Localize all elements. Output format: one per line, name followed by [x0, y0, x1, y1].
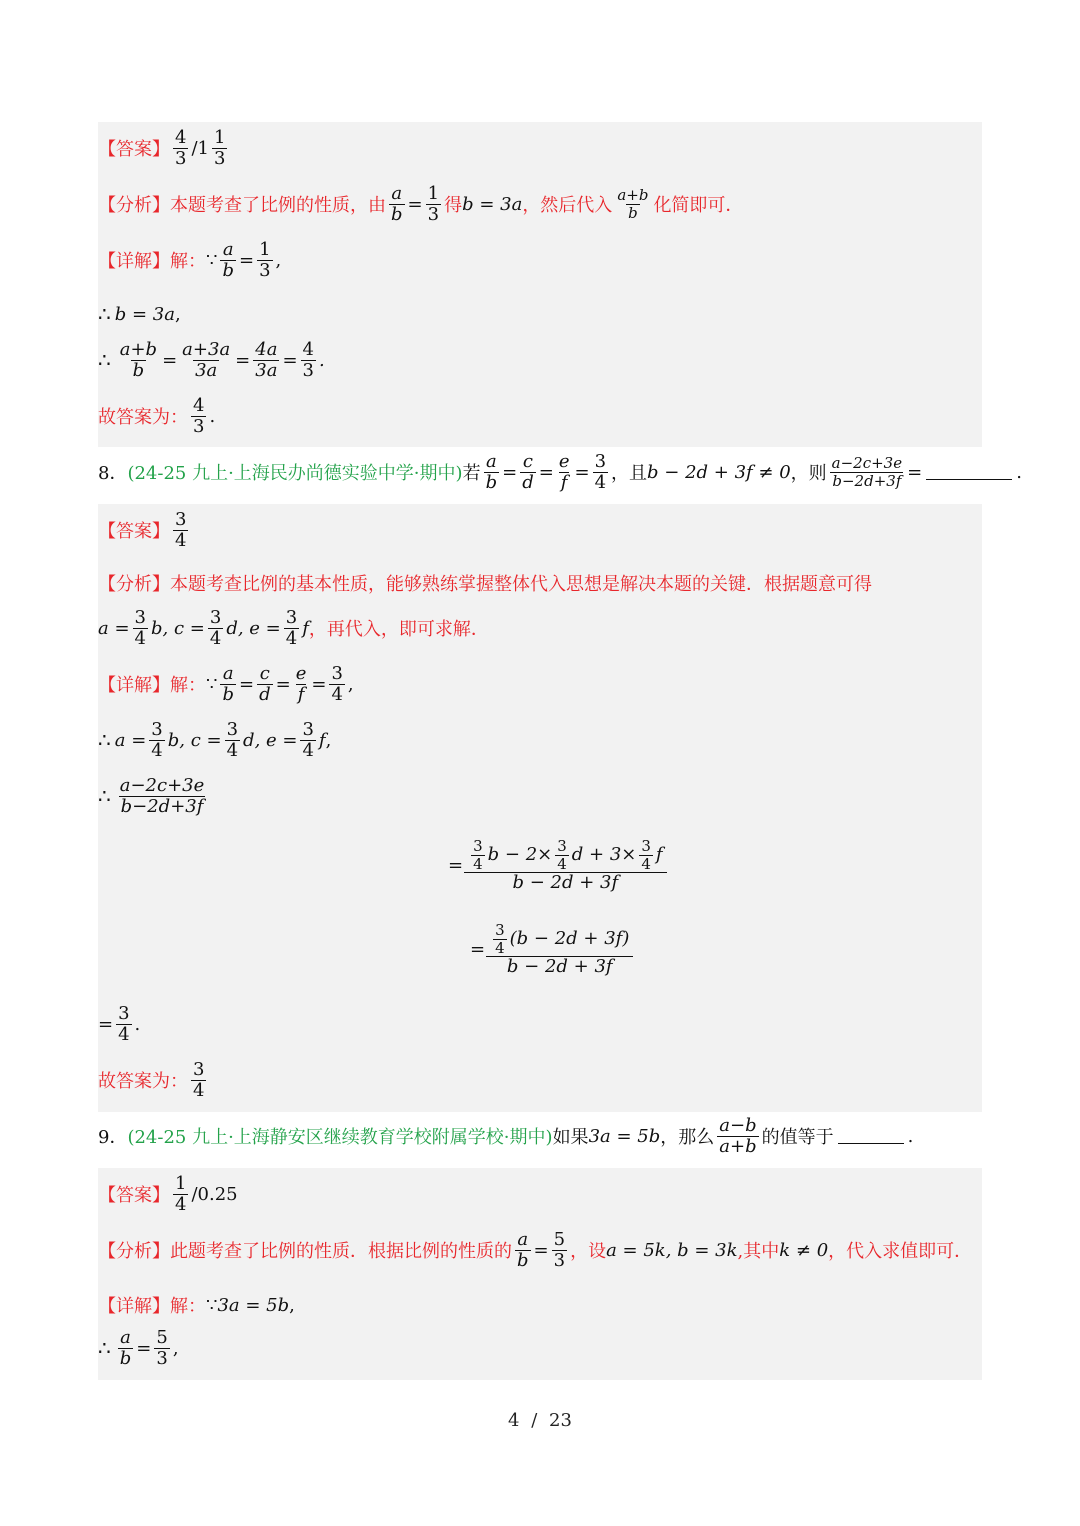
stem-text: 如果 — [552, 1127, 589, 1149]
question-8-stem: 8． (24-25 九上·上海民办尚德实验中学·期中) 若 $\frac{a}{b}$ = $\frac{c}{d}$ = $\frac{e}{f}$ = $\frac{3}{4}$ ，且 b − 2d + 3f ≠ 0 ，则 $\frac{a-2c+3e}{b-2d+3f}$ = . — [98, 451, 1022, 493]
analysis-label: 【分析】 — [98, 195, 170, 217]
analysis-text: ，再代入，即可求解． — [308, 619, 489, 641]
fraction: $\frac{a+3a}{3a}$ — [182, 339, 231, 381]
solution-label: 解： — [170, 251, 206, 273]
fraction: $\frac{4}{3}$ — [193, 395, 205, 437]
fraction: $\frac{4}{3}$ — [175, 127, 187, 169]
question-9-stem: 9． (24-25 九上·上海静安区继续教育学校附属学校·期中) 如果 3a = 5b ，那么 $\frac{a-b}{a+b}$ 的值等于 . — [98, 1115, 914, 1157]
answer-label: 【答案】 — [98, 1185, 170, 1207]
fraction: $\frac{4a}{3a}$ — [255, 339, 278, 381]
analysis-text: 此题考查了比例的性质．根据比例的性质的 — [170, 1241, 512, 1263]
stem-text: ，且 — [611, 463, 648, 485]
final-answer-text: 故答案为： — [98, 407, 188, 429]
fraction: $\frac{3}{4}$ — [594, 451, 607, 493]
analysis-label: 【分析】 — [98, 1241, 170, 1263]
final-answer-text: 故答案为： — [98, 1071, 188, 1093]
answer-label: 【答案】 — [98, 139, 170, 161]
step-expression: = $\frac{3}{4}$ b − 2× $\frac{3}{4}$ d + 3× $\frac{3}{4}$ f b − 2d + 3f — [448, 838, 668, 893]
fraction: $\frac{a+b}{b}$ — [119, 339, 158, 381]
fraction: $\frac{3}{4}$ — [209, 607, 222, 649]
detail-label: 【详解】 — [98, 1296, 170, 1317]
fraction: $\frac{a+b}{b}$ — [617, 186, 649, 222]
step-expression: = $\frac{3}{4}$ (b − 2d + 3f) b − 2d + 3f — [470, 922, 634, 977]
fraction: $\frac{a}{b}$ — [222, 239, 234, 281]
q7-solution-block: 【答案】 $\frac{4}{3}$ /1 $\frac{1}{3}$ 【分析】 本题考查了比例的性质，由 $\frac{a}{b}$ = $\frac{1}{3}$ 得 b = 3a ，然后代入 $\frac{a+b}{b}$ 化简即可． 【详解】 解： ∵ $\frac{a}{b}$ = $\frac{1}{3}$ , ∴ b = 3a , ∴ $\frac{a+b}{b}$ = $\frac{a+3a}{3a}$ = $\frac{4a}{3a}$ = $\frac{4}{3}$ . 故答案为： $\frac{4}{3}$ . — [98, 122, 982, 447]
fraction: $\frac{1}{4}$ — [175, 1173, 187, 1215]
answer-blank — [838, 1129, 904, 1144]
fraction: $\frac{1}{3}$ — [259, 239, 271, 281]
detail-label: 【详解】 — [98, 675, 170, 697]
fraction: $\frac{5}{3}$ — [156, 1327, 168, 1369]
analysis-text: ，然后代入 — [522, 195, 613, 217]
because-symbol: ∵ — [206, 673, 218, 695]
analysis-text: ，代入求值即可． — [828, 1241, 973, 1263]
stem-text: 若 — [462, 463, 481, 485]
page-separator: / — [531, 1410, 538, 1431]
fraction: $\frac{3}{4}$ — [193, 1059, 205, 1101]
fraction: $\frac{e}{f}$ — [295, 663, 307, 705]
stem-text: ，则 — [790, 463, 827, 485]
question-number: 9． — [98, 1127, 128, 1149]
fraction: $\frac{1}{3}$ — [427, 183, 440, 225]
fraction: $\frac{c}{d}$ — [259, 663, 271, 705]
stem-text: 的值等于 — [761, 1127, 834, 1149]
fraction: $\frac{5}{3}$ — [553, 1229, 566, 1271]
analysis-text: ,其中 — [737, 1241, 780, 1263]
q8-solution-block: 【答案】 $\frac{3}{4}$ 【分析】 本题考查比例的基本性质，能够熟练掌握整体代入思想是解决本题的关键．根据题意可得 a = $\frac{3}{4}$ b, c = $\frac{3}{4}$ d, e = $\frac{3}{4}$ f ，再代入，即可求解． 【详解】 解： ∵ $\frac{a}{b}$ = $\frac{c}{d}$ = $\frac{e}{f}$ = $\frac{3}{4}$ , ∴ a = $\frac{3}{4}$ b, c = $\frac{3}{4}$ d, e = $\frac{3}{4}$ f , ∴ $\frac{a-2c+3e}{b-2d+3f}$ = $\frac{3}{4}$ b − 2× $\frac{3}{4}$ d + 3× $\frac{3}{4}$ f b − 2d + 3f = $\frac{3}{4}$ (b − 2d + 3f) b − 2d + 3f = $\frac{3}{4}$ . 故答案为： $\frac{3}{4}$ — [98, 504, 982, 1112]
analysis-text: 化简即可． — [653, 195, 744, 217]
fraction: $\frac{e}{f}$ — [558, 451, 570, 493]
analysis-condition: k ≠ 0 — [779, 1239, 829, 1261]
stem-equation: 3a = 5b — [588, 1125, 661, 1147]
fraction: $\frac{3}{4}$ b − 2× $\frac{3}{4}$ d + 3× $\frac{3}{4}$ f b − 2d + 3f — [466, 838, 665, 893]
fraction: $\frac{a}{b}$ — [222, 663, 234, 705]
therefore-symbol: ∴ — [98, 302, 111, 326]
fraction: $\frac{a-b}{a+b}$ — [719, 1115, 757, 1157]
fraction: $\frac{a-2c+3e}{b-2d+3f}$ — [831, 454, 903, 490]
question-source: (24-25 九上·上海静安区继续教育学校附属学校·期中) — [127, 1127, 553, 1149]
stem-condition: b − 2d + 3f ≠ 0 — [647, 461, 791, 483]
page-current: 4 — [508, 1410, 520, 1431]
fraction: $\frac{c}{d}$ — [522, 451, 534, 493]
answer-blank — [926, 465, 1012, 480]
therefore-symbol: ∴ — [98, 784, 111, 809]
fraction: $\frac{a-2c+3e}{b-2d+3f}$ — [119, 775, 205, 817]
because-symbol: ∵ — [206, 1294, 218, 1316]
analysis-text: 本题考查比例的基本性质，能够熟练掌握整体代入思想是解决本题的关键．根据题意可得 — [170, 574, 872, 595]
stem-text: ，那么 — [660, 1127, 715, 1149]
fraction: $\frac{3}{4}$ — [118, 1003, 130, 1045]
fraction: $\frac{3}{4}$ (b − 2d + 3f) b − 2d + 3f — [488, 922, 631, 977]
answer-alt: /1 — [191, 137, 209, 159]
analysis-text: ，设 — [570, 1241, 607, 1263]
detail-label: 【详解】 — [98, 251, 170, 273]
solution-label: 解： — [170, 1296, 206, 1317]
therefore-symbol: ∴ — [98, 728, 111, 753]
page-total: 23 — [549, 1410, 572, 1431]
analysis-text: 本题考查了比例的性质，由 — [170, 195, 386, 217]
fraction: $\frac{4}{3}$ — [302, 339, 314, 381]
q9-solution-block: 【答案】 $\frac{1}{4}$ /0.25 【分析】 此题考查了比例的性质．根据比例的性质的 $\frac{a}{b}$ = $\frac{5}{3}$ ，设 a = 5k, b = 3k ,其中 k ≠ 0 ，代入求值即可． 【详解】 解： ∵ 3a = 5b , ∴ $\frac{a}{b}$ = $\frac{5}{3}$ , — [98, 1168, 982, 1380]
fraction: $\frac{a}{b}$ — [517, 1229, 529, 1271]
answer-label: 【答案】 — [98, 521, 170, 543]
question-source: (24-25 九上·上海民办尚德实验中学·期中) — [127, 463, 463, 485]
fraction: $\frac{3}{4}$ — [134, 607, 146, 649]
fraction: $\frac{a}{b}$ — [485, 451, 498, 493]
answer-alt: /0.25 — [191, 1183, 238, 1205]
fraction: $\frac{3}{4}$ — [285, 607, 298, 649]
question-number: 8． — [98, 463, 128, 485]
fraction: $\frac{1}{3}$ — [213, 127, 226, 169]
analysis-label: 【分析】 — [98, 574, 170, 595]
analysis-equation: a = 5k, b = 3k — [606, 1239, 738, 1261]
fraction: $\frac{3}{4}$ — [175, 509, 187, 551]
page-number — [0, 1410, 1080, 1431]
equation: 3a = 5b — [217, 1294, 290, 1316]
therefore-symbol: ∴ — [98, 348, 111, 373]
fraction: $\frac{3}{4}$ — [302, 719, 314, 761]
fraction: $\frac{3}{4}$ — [151, 719, 163, 761]
fraction: $\frac{a}{b}$ — [119, 1327, 132, 1369]
because-symbol: ∵ — [206, 249, 218, 271]
fraction: $\frac{3}{4}$ — [331, 663, 343, 705]
solution-label: 解： — [170, 675, 206, 697]
therefore-symbol: ∴ — [98, 1336, 111, 1361]
analysis-text: 得 — [444, 195, 463, 217]
fraction: $\frac{a}{b}$ — [391, 183, 403, 225]
fraction: $\frac{3}{4}$ — [226, 719, 239, 761]
equation: b = 3a — [114, 303, 175, 325]
